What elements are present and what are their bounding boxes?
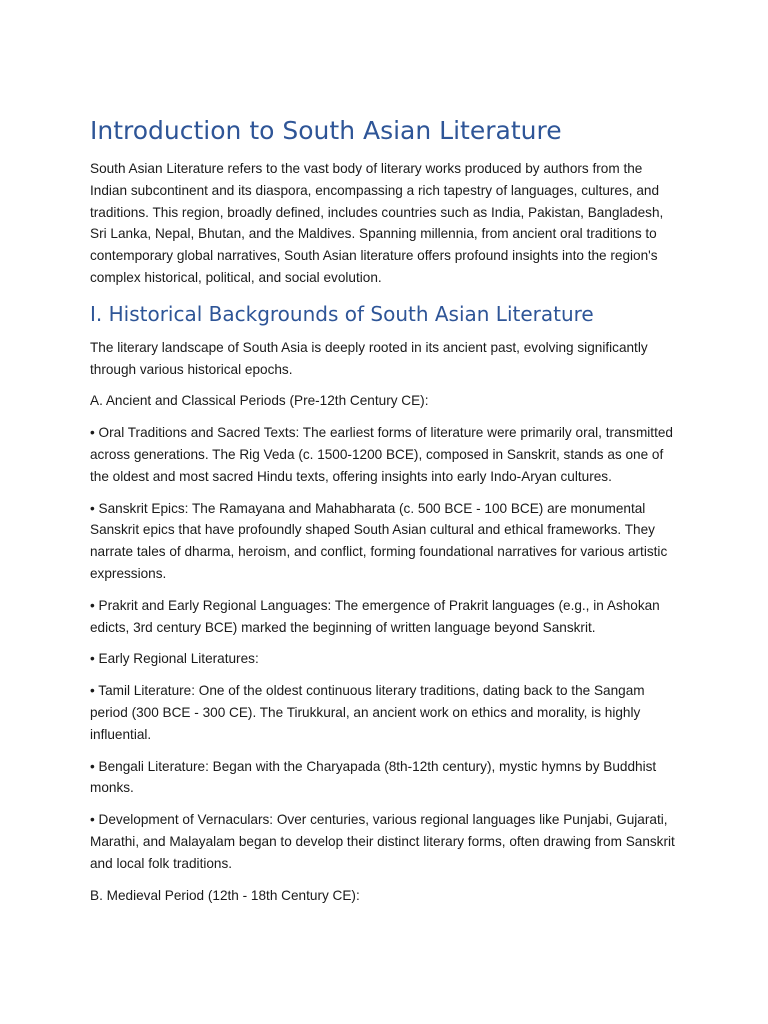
bullet-paragraph: • Early Regional Literatures: bbox=[90, 651, 259, 667]
bullet-paragraph: • Tamil Literature: One of the oldest continuous literary traditions, dating back to the Sangam period (300 BCE - 300 CE). The Tirukkural, an ancient work on ethics and morality, is highly influential. bbox=[90, 683, 645, 742]
bullet-paragraph: • Prakrit and Early Regional Languages: The emergence of Prakrit languages (e.g., in Ashokan edicts, 3rd century BCE) marked the beginning of written language beyond Sanskrit. bbox=[90, 597, 660, 635]
bullet-paragraph: • Sanskrit Epics: The Ramayana and Mahabharata (c. 500 BCE - 100 BCE) are monumental Sanskrit epics that have profoundly shaped South Asian cultural and ethical frameworks. They narrate tales of dharma, heroism, and conflict, forming foundational narratives for various artistic expressions. bbox=[90, 500, 668, 581]
section-heading: I. Historical Backgrounds of South Asian Literature bbox=[90, 301, 594, 326]
document-title: Introduction to South Asian Literature bbox=[90, 116, 562, 145]
intro-paragraph: South Asian Literature refers to the vast body of literary works produced by authors from the Indian subcontinent and its diaspora, encompassing a rich tapestry of languages, cultures, and traditions. This region, broadly defined, includes countries such as India, Pakistan, Bangladesh, Sri Lanka, Nepal, Bhutan, and the Maldives. Spanning millennia, from ancient oral traditions to contemporary global narratives, South Asian literature offers profound insights into the region's complex historical, political, and social evolution. bbox=[90, 161, 664, 285]
subsection-heading: B. Medieval Period (12th - 18th Century CE): bbox=[90, 887, 360, 903]
subsection-heading: A. Ancient and Classical Periods (Pre-12th Century CE): bbox=[90, 393, 429, 409]
paragraph: The literary landscape of South Asia is deeply rooted in its ancient past, evolving significantly through various historical epochs. bbox=[90, 339, 648, 377]
bullet-paragraph: • Development of Vernaculars: Over centuries, various regional languages like Punjabi, Gujarati, Marathi, and Malayalam began to develop their distinct literary forms, often drawing from Sanskrit and local folk traditions. bbox=[90, 812, 675, 871]
bullet-paragraph: • Bengali Literature: Began with the Charyapada (8th-12th century), mystic hymns by Buddhist monks. bbox=[90, 758, 657, 796]
bullet-paragraph: • Oral Traditions and Sacred Texts: The earliest forms of literature were primarily oral, transmitted across generations. The Rig Veda (c. 1500-1200 BCE), composed in Sanskrit, stands as one of the oldest and most sacred Hindu texts, offering insights into early Indo-Aryan cultures. bbox=[90, 425, 673, 484]
document-content bbox=[90, 112, 680, 916]
